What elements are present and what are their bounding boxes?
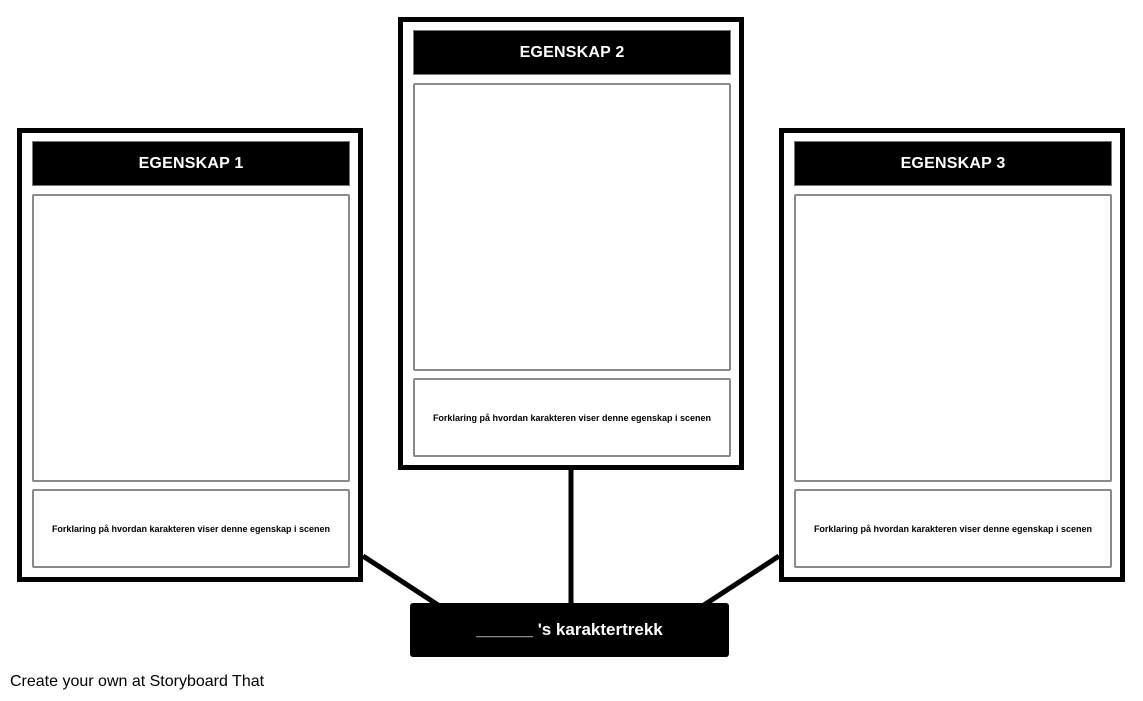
scene-image-area[interactable] [794,194,1112,482]
panel-caption[interactable]: Forklaring på hvordan karakteren viser denne egenskap i scenen [413,378,731,457]
panel-caption[interactable]: Forklaring på hvordan karakteren viser denne egenskap i scenen [32,489,350,568]
panel-caption[interactable]: Forklaring på hvordan karakteren viser denne egenskap i scenen [794,489,1112,568]
connector-line-right [704,556,779,605]
panel-title[interactable]: EGENSKAP 1 [32,141,350,186]
trait-panel-1 [17,128,363,582]
storyboard-credit-link[interactable]: Create your own at Storyboard That [10,673,265,690]
trait-panel-3 [779,128,1125,582]
panel-title[interactable]: EGENSKAP 3 [794,141,1112,186]
scene-image-area[interactable] [413,83,731,371]
character-traits-label[interactable]: ______ 's karaktertrekk [410,603,729,657]
panel-title[interactable]: EGENSKAP 2 [413,30,731,75]
connector-line-left [363,556,438,605]
trait-panel-2 [398,17,744,470]
scene-image-area[interactable] [32,194,350,482]
